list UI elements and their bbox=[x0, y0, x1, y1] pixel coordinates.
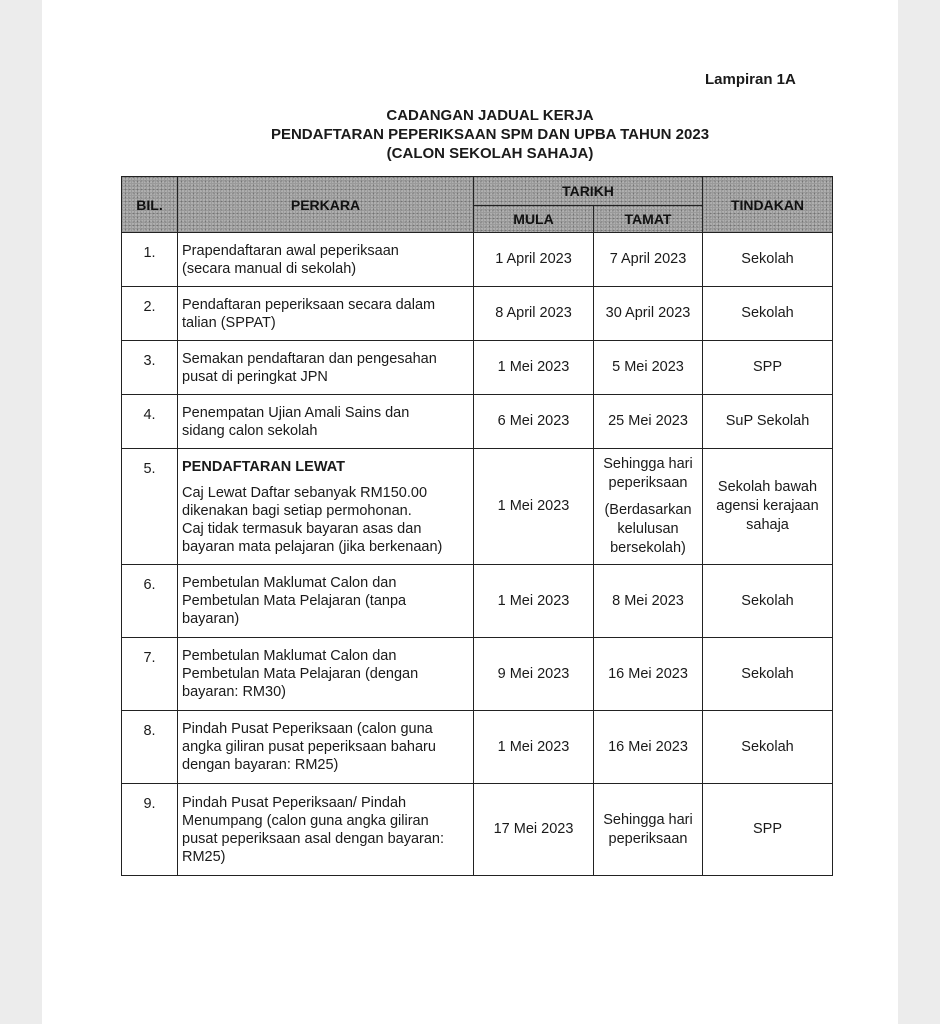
row-tindakan: Sekolah bbox=[703, 565, 833, 638]
row-mula: 1 Mei 2023 bbox=[474, 711, 594, 784]
row-tamat-line: peperiksaan bbox=[608, 830, 688, 847]
row-tindakan: SuP Sekolah bbox=[703, 395, 833, 449]
row-perkara-heading: PENDAFTARAN LEWAT bbox=[182, 458, 345, 475]
row-perkara-line: Pembetulan Maklumat Calon dan bbox=[182, 648, 397, 664]
row-tindakan-line: sahaja bbox=[746, 517, 789, 533]
row-tindakan: Sekolah bbox=[703, 711, 833, 784]
row-number: 4. bbox=[122, 395, 178, 449]
row-tindakan-line: Sekolah bawah bbox=[717, 479, 818, 495]
table-row bbox=[122, 449, 833, 565]
row-tamat-line: Sehingga hari bbox=[603, 811, 693, 828]
row-number: 1. bbox=[122, 233, 178, 287]
row-perkara bbox=[178, 638, 474, 711]
annex-label: Lampiran 1A bbox=[705, 71, 796, 88]
table-row bbox=[122, 784, 833, 876]
row-tamat-line: Sehingga hari bbox=[603, 456, 693, 472]
row-perkara-line: talian (SPPAT) bbox=[182, 314, 276, 331]
row-tamat-line: peperiksaan bbox=[608, 475, 688, 491]
row-perkara bbox=[178, 784, 474, 876]
row-mula: 1 Mei 2023 bbox=[474, 341, 594, 395]
row-number: 8. bbox=[122, 711, 178, 784]
row-number: 5. bbox=[122, 449, 178, 565]
table-row bbox=[122, 287, 833, 341]
row-perkara bbox=[178, 449, 474, 565]
row-perkara-line: RM25) bbox=[182, 848, 226, 865]
row-perkara-line: Pembetulan Mata Pelajaran (dengan bbox=[182, 666, 419, 682]
table-row bbox=[122, 711, 833, 784]
row-number: 3. bbox=[122, 341, 178, 395]
row-perkara-line: sidang calon sekolah bbox=[182, 422, 318, 439]
table-row bbox=[122, 565, 833, 638]
document-title-block bbox=[120, 106, 860, 163]
document-scope-note: (CALON SEKOLAH SAHAJA) bbox=[386, 145, 594, 162]
row-perkara bbox=[178, 711, 474, 784]
row-tamat: 16 Mei 2023 bbox=[594, 711, 703, 784]
row-tamat-note-line: bersekolah) bbox=[610, 540, 686, 556]
table-row bbox=[122, 341, 833, 395]
row-perkara-line: Menumpang (calon guna angka giliran bbox=[182, 812, 429, 829]
row-perkara-line: Prapendaftaran awal peperiksaan bbox=[182, 242, 399, 259]
row-mula: 9 Mei 2023 bbox=[474, 638, 594, 711]
table-row bbox=[122, 233, 833, 287]
row-perkara-line: Penempatan Ujian Amali Sains dan bbox=[182, 404, 410, 421]
row-tindakan: SPP bbox=[703, 341, 833, 395]
table-row bbox=[122, 395, 833, 449]
row-tamat-spacer bbox=[598, 493, 698, 501]
row-perkara bbox=[178, 565, 474, 638]
row-tindakan: SPP bbox=[703, 784, 833, 876]
row-tamat: 25 Mei 2023 bbox=[594, 395, 703, 449]
row-perkara-line: Pindah Pusat Peperiksaan (calon guna bbox=[182, 721, 433, 737]
row-tamat: 8 Mei 2023 bbox=[594, 565, 703, 638]
work-schedule-table bbox=[121, 176, 833, 876]
table-row bbox=[122, 638, 833, 711]
header-tamat: TAMAT bbox=[594, 206, 703, 233]
row-tamat: 5 Mei 2023 bbox=[594, 341, 703, 395]
document-title: CADANGAN JADUAL KERJA bbox=[386, 107, 594, 124]
row-perkara-line: bayaran) bbox=[182, 611, 240, 627]
row-tindakan-line: agensi kerajaan bbox=[716, 498, 819, 514]
row-perkara-line: dikenakan bagi setiap permohonan. bbox=[182, 502, 412, 519]
row-perkara-line: Semakan pendaftaran dan pengesahan bbox=[182, 350, 437, 367]
row-tindakan bbox=[703, 449, 833, 565]
row-perkara-line: dengan bayaran: RM25) bbox=[182, 757, 339, 773]
row-perkara-line: Pembetulan Mata Pelajaran (tanpa bbox=[182, 593, 407, 609]
row-perkara bbox=[178, 395, 474, 449]
header-tarikh: TARIKH bbox=[474, 177, 703, 206]
row-perkara-line: angka giliran pusat peperiksaan baharu bbox=[182, 739, 436, 755]
row-mula: 1 Mei 2023 bbox=[474, 449, 594, 565]
row-perkara-line: bayaran mata pelajaran (jika berkenaan) bbox=[182, 538, 443, 555]
row-perkara-line: pusat di peringkat JPN bbox=[182, 368, 328, 385]
row-tindakan: Sekolah bbox=[703, 638, 833, 711]
header-bil: BIL. bbox=[122, 177, 178, 233]
row-perkara bbox=[178, 233, 474, 287]
row-number: 9. bbox=[122, 784, 178, 876]
header-mula: MULA bbox=[474, 206, 594, 233]
row-mula: 17 Mei 2023 bbox=[474, 784, 594, 876]
row-tindakan: Sekolah bbox=[703, 287, 833, 341]
row-perkara bbox=[178, 287, 474, 341]
row-tamat: 30 April 2023 bbox=[594, 287, 703, 341]
row-number: 7. bbox=[122, 638, 178, 711]
row-mula: 1 Mei 2023 bbox=[474, 565, 594, 638]
row-tindakan: Sekolah bbox=[703, 233, 833, 287]
row-perkara-line: Pendaftaran peperiksaan secara dalam bbox=[182, 296, 436, 313]
row-tamat: 7 April 2023 bbox=[594, 233, 703, 287]
document-subtitle: PENDAFTARAN PEPERIKSAAN SPM DAN UPBA TAHUN 2023 bbox=[270, 126, 710, 143]
row-perkara-line: pusat peperiksaan asal dengan bayaran: bbox=[182, 830, 444, 847]
row-perkara-line: Caj tidak termasuk bayaran asas dan bbox=[182, 520, 422, 537]
row-perkara-line: Pindah Pusat Peperiksaan/ Pindah bbox=[182, 794, 407, 811]
row-perkara-line: Pembetulan Maklumat Calon dan bbox=[182, 575, 397, 591]
row-tamat-note-line: (Berdasarkan bbox=[604, 502, 692, 518]
header-perkara: PERKARA bbox=[178, 177, 474, 233]
row-tamat bbox=[594, 784, 703, 876]
row-perkara-line: (secara manual di sekolah) bbox=[182, 260, 357, 277]
header-tindakan: TINDAKAN bbox=[703, 177, 833, 233]
row-mula: 6 Mei 2023 bbox=[474, 395, 594, 449]
row-tamat: 16 Mei 2023 bbox=[594, 638, 703, 711]
row-perkara bbox=[178, 341, 474, 395]
row-perkara-line: Caj Lewat Daftar sebanyak RM150.00 bbox=[182, 484, 428, 501]
row-perkara-line: bayaran: RM30) bbox=[182, 684, 286, 700]
row-mula: 8 April 2023 bbox=[474, 287, 594, 341]
row-tamat bbox=[594, 449, 703, 565]
row-number: 6. bbox=[122, 565, 178, 638]
row-tamat-note-line: kelulusan bbox=[617, 521, 679, 537]
row-mula: 1 April 2023 bbox=[474, 233, 594, 287]
row-number: 2. bbox=[122, 287, 178, 341]
